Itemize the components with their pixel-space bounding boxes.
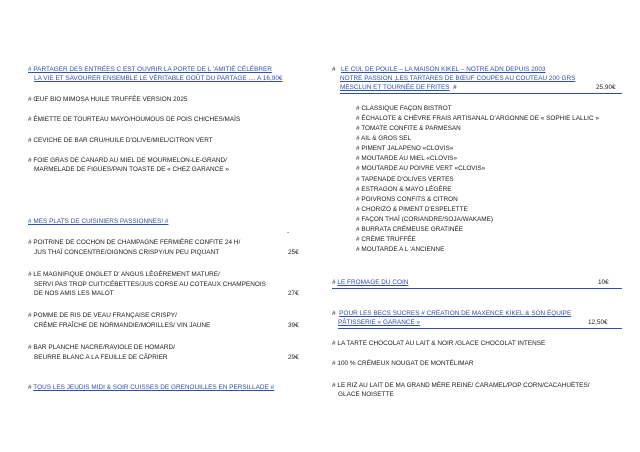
tartare-price: 25,90€	[596, 84, 616, 91]
fromage-price: 10€	[598, 279, 609, 286]
tartare-title-l2: NOTRE PASSION ,LES TARTARES DE BŒUF COUPES AU COUTEAU 200 GRS	[340, 75, 576, 82]
tartare-item: # MOUTARDE A L 'ANCIENNE	[356, 246, 445, 253]
tartare-title-underline	[340, 93, 622, 94]
plats-title: # MES PLATS DE CUISINIERS PASSIONNES! #	[28, 218, 169, 225]
entree-ceviche: # CEVICHE DE BAR CRU/HUILE D'OLIVE/MIEL/CITRON VERT	[28, 137, 213, 144]
plat-ris-de-veau-price: 39€	[288, 322, 299, 329]
plat-onglet-l1: # LE MAGNIFIQUE ONGLET D' ANGUS LÉGÈREMENT MATURE/	[28, 271, 220, 278]
fromage-underline	[332, 288, 622, 289]
tartare-item: # CLASSIQUE FAÇON BISTROT	[356, 105, 452, 112]
tartare-item: # POIVRONS CONFITS & CITRON	[356, 196, 458, 203]
plat-onglet-price: 27€	[288, 290, 299, 297]
tartare-title-l3: MESCLUN ET TOURNÉE DE FRITES #	[340, 84, 457, 91]
tartare-title-l1: # LE CUL DE POULE – LA MAISON KIKEL – NOTRE ADN DEPUIS 2003	[332, 66, 546, 73]
dessert-riz-au-lait-l2: GLACE NOISETTE	[338, 391, 394, 398]
fromage-text: LE FROMAGE DU COIN	[337, 279, 409, 286]
tartare-item: # ÉCHALOTE & CHÈVRE FRAIS ARTISANAL D'ARGONNE DE « SOPHIE LALLIC »	[356, 115, 599, 122]
tartare-title-l1-text: LE CUL DE POULE – LA MAISON KIKEL – NOTRE ADN DEPUIS 2003	[340, 66, 546, 73]
tartare-item: # MOUTARDE AU MIEL «CLOVIS»	[356, 155, 458, 162]
plat-bar-l2: BEURRE BLANC A LA FEUILLE DE CÂPRIER	[34, 354, 168, 361]
plat-cochon-l2: JUS THAÏ CONCENTRE/OIGNONS CRISPY/UN PEU PIQUANT	[34, 249, 220, 256]
tartare-item: # CRÈME TRUFFÉE	[356, 236, 416, 243]
tartare-item: # PIMENT JALAPENO «CLOVIS»	[356, 145, 454, 152]
tartare-item: # FAÇON THAÏ (CORIANDRE/SOJA/WAKAME)	[356, 216, 494, 223]
dessert-riz-au-lait-l1: # LE RIZ AU LAIT DE MA GRAND MÈRE REINE/ CARAMEL/POP CORN/CACAHUÈTES/	[332, 382, 590, 389]
tartare-item: # TOMATE CONFITE & PARMESAN	[356, 125, 461, 132]
footer-grenouilles: # TOUS LES JEUDIS MIDI & SOIR CUISSES DE GRENOUILLES EN PERSILLADE #	[28, 384, 275, 391]
tartare-item: # AIL & GROS SEL	[356, 135, 412, 142]
tartare-title-l3-text: MESCLUN ET TOURNÉE DE FRITES	[340, 84, 450, 91]
desserts-title-l1-text: POUR LES BECS SUCRES # CRÉATION DE MAXENCE KIKEL & SON ÉQUIPE	[339, 310, 572, 317]
plat-cochon-price: 25€	[288, 249, 299, 256]
desserts-title-l1: # POUR LES BECS SUCRES # CRÉATION DE MAXENCE KIKEL & SON ÉQUIPE	[332, 310, 572, 317]
desserts-underline	[338, 328, 622, 329]
plat-onglet-l2: SERVI PAS TROP CUIT/CÉBETTES/JUS CORSE AU COTEAUX CHAMPENOIS	[34, 281, 266, 288]
intro-line-2: LA VIE ET SAVOURER ENSEMBLE LE VÉRITABLE GOÛT DU PARTAGE .... A 16,90€	[34, 75, 283, 82]
intro-line-1: # PARTAGER DES ENTRÉES C EST OUVRIR LA PORTE DE L 'AMITIÉ CÉLÉBRER	[28, 66, 272, 73]
entree-oeuf: # ŒUF BIO MIMOSA HUILE TRUFFÉE VERSION 2025	[28, 96, 188, 103]
entree-foie-gras-l1: # FOIE GRAS DE CANARD AU MIEL DE MOURMELON-LE-GRAND/	[28, 157, 227, 164]
tartare-item: # BURRATA CRÉMEUSE GRATINÉE	[356, 226, 464, 233]
plat-bar-price: 29€	[288, 354, 299, 361]
plat-ris-de-veau-l2: CRÈME FRAÎCHE DE NORMANDIE/MORILLES/ VIN JAUNE	[34, 322, 211, 329]
entree-foie-gras-l2: MARMELADE DE FIGUES/PAIN TOASTE DE « CHEZ GARANCE »	[34, 166, 229, 173]
plat-bar-l1: # BAR PLANCHE NACRE/RAVIOLE DE HOMARD/	[28, 344, 175, 351]
footer-grenouilles-text: TOUS LES JEUDIS MIDI & SOIR CUISSES DE GRENOUILLES EN PERSILLADE #	[33, 384, 275, 391]
plat-onglet-l3: DE NOS AMIS LES MALOT	[34, 290, 114, 297]
tartare-item: # MOUTARDE AU POIVRE VERT «CLOVIS»	[356, 165, 486, 172]
dessert-tarte-chocolat: # LA TARTE CHOCOLAT AU LAIT & NOIR /GLACE CHOCOLAT INTENSE	[332, 340, 546, 347]
tartare-item: # TAPENADE D'OLIVES VERTES	[356, 176, 454, 183]
desserts-title-l2: PÂTISSERIE « GARANCE »	[338, 319, 421, 326]
dessert-nougat: # 100 % CRÉMEUX NOUGAT DE MONTÉLIMAR	[332, 360, 474, 367]
tartare-item: # CHORIZO & PIMENT D'ESPELETTE	[356, 206, 468, 213]
fromage-line: # LE FROMAGE DU COIN	[332, 279, 409, 286]
tartare-item: # ESTRAGON & MAYO LÉGÈRE	[356, 186, 452, 193]
dash-mark: -	[287, 229, 290, 236]
plat-cochon-l1: # POITRINE DE COCHON DE CHAMPAGNE FERMIÈRE CONFITE 24 H/	[28, 239, 241, 246]
entree-tourteau: # ÉMIETTE DE TOURTEAU MAYO/HOUMOUS DE POIS CHICHES/MAÏS	[28, 116, 241, 123]
desserts-price: 12,50€	[588, 319, 608, 326]
plat-ris-de-veau-l1: # POMME DE RIS DE VEAU FRANÇAISE CRISPY/	[28, 312, 177, 319]
